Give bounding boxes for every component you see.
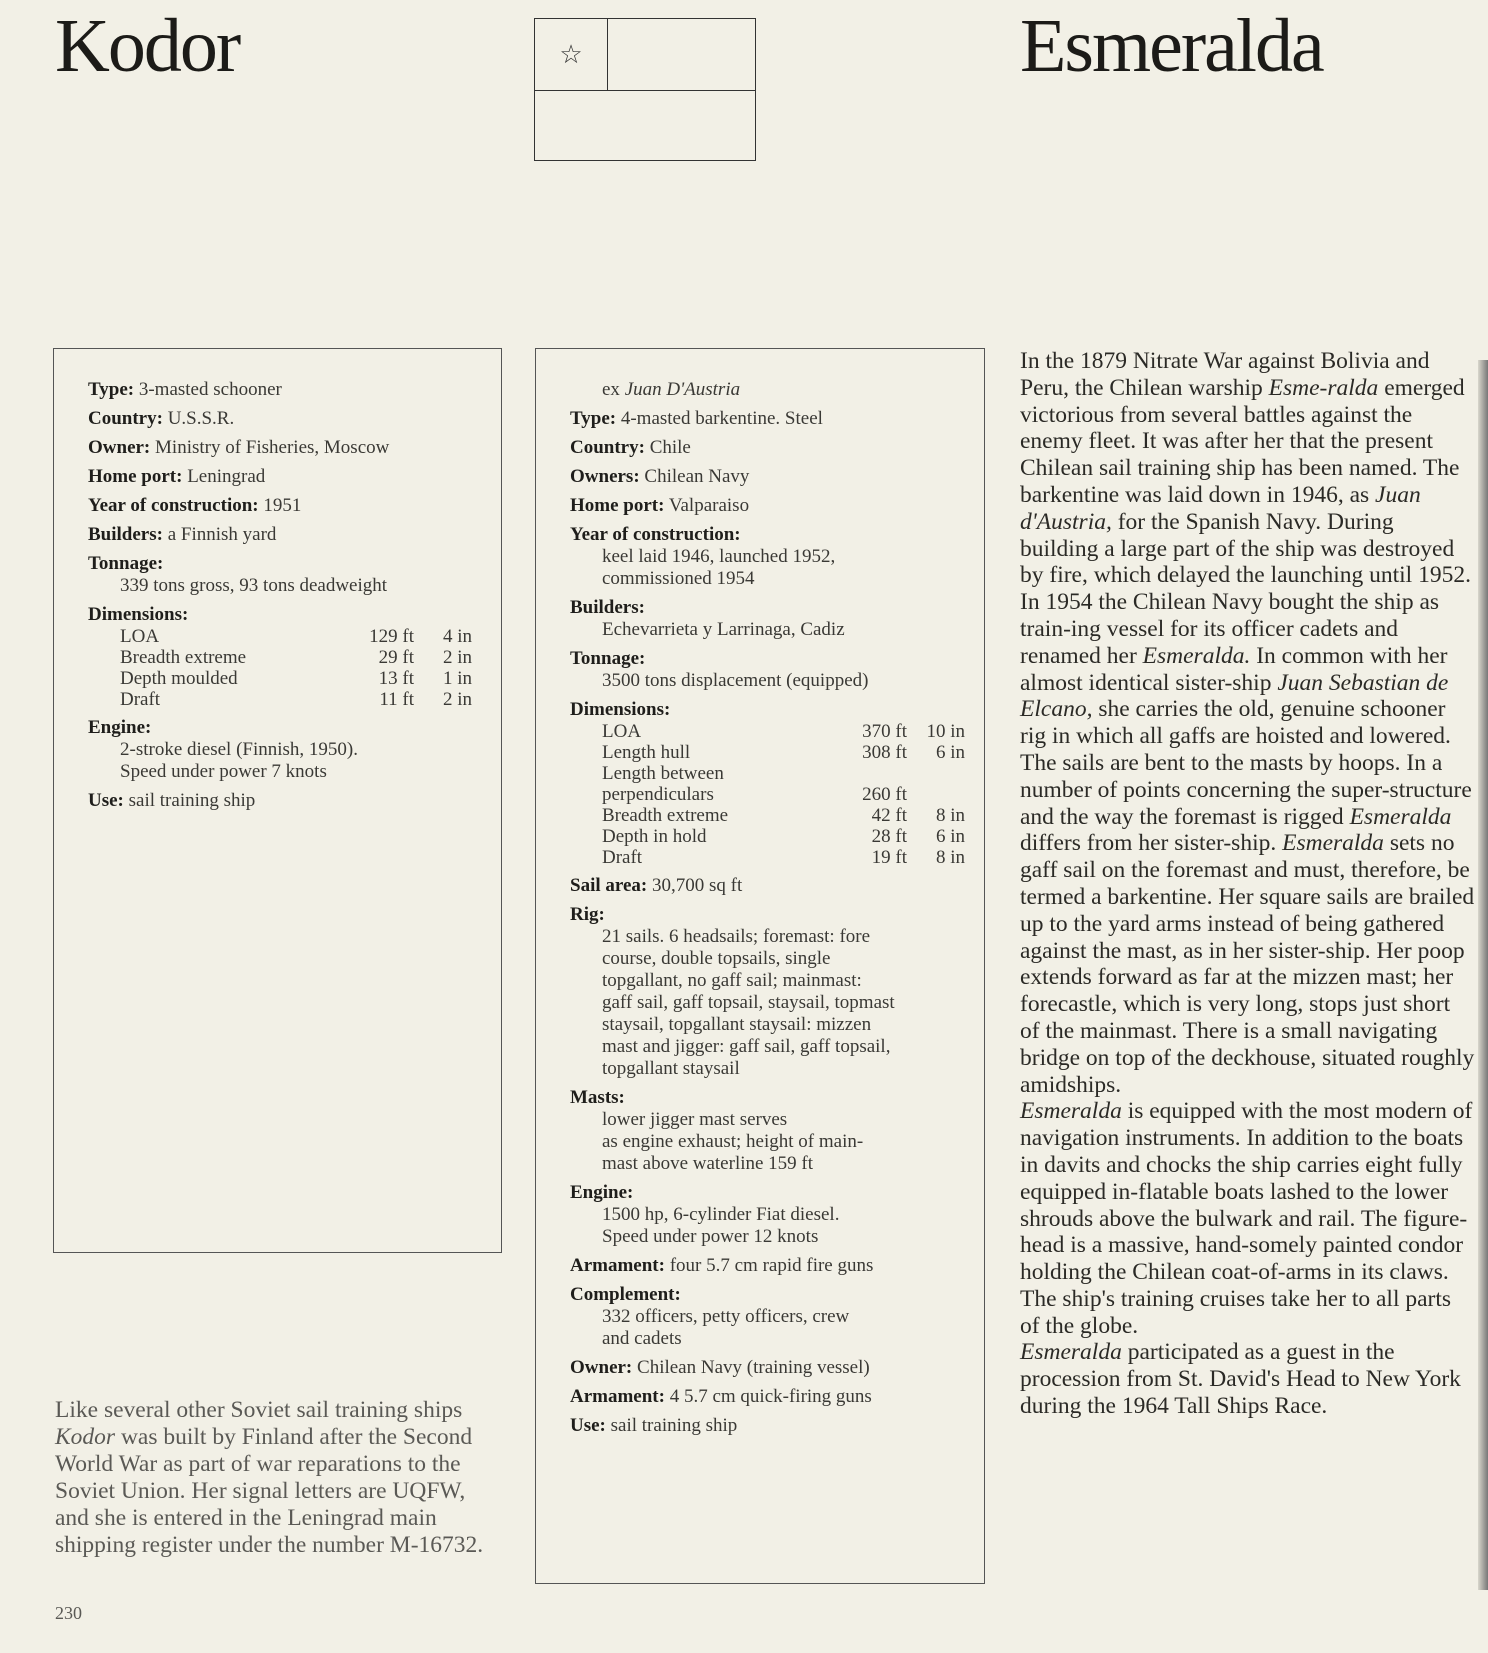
dimension-inches: 6 in bbox=[935, 826, 965, 847]
spec-label: Home port: bbox=[88, 466, 183, 487]
dimension-name: Depth moulded bbox=[120, 668, 238, 689]
rig-line: gaff sail, gaff topsail, staysail, topmast bbox=[602, 992, 895, 1013]
text-run: she carries the old, genuine schooner rig in which all gaffs are hoisted and lowered. The sails are bent to the masts by hoops. In a number of points concerning the super-structure and the way the foremast is rigged bbox=[1020, 696, 1472, 830]
ship-name: Esmeralda bbox=[1020, 1339, 1122, 1366]
dimension-inches: 2 in bbox=[442, 689, 472, 710]
spec-label: Armament: bbox=[570, 1386, 665, 1407]
spec-home-port: Valparaiso bbox=[668, 495, 750, 516]
dimension-name: LOA bbox=[602, 721, 642, 742]
spec-label: Owner: bbox=[88, 437, 151, 458]
dimension-row bbox=[570, 805, 965, 826]
spec-label: Complement: bbox=[570, 1284, 681, 1305]
dimension-row bbox=[570, 784, 965, 805]
dimension-row bbox=[570, 847, 965, 868]
rig-line: 21 sails. 6 headsails; foremast: fore bbox=[602, 926, 871, 947]
spec-label: Country: bbox=[570, 437, 645, 458]
spec-label: Dimensions: bbox=[570, 699, 671, 720]
spec-armament-2: 4 5.7 cm quick-firing guns bbox=[669, 1386, 872, 1407]
dimension-feet: 11 ft bbox=[379, 689, 414, 710]
star-icon: ☆ bbox=[535, 19, 608, 91]
chilean-flag-diagram bbox=[534, 18, 756, 161]
dimension-inches: 6 in bbox=[935, 742, 965, 763]
dimension-feet: 42 ft bbox=[871, 805, 907, 826]
spec-country: U.S.S.R. bbox=[167, 408, 235, 429]
esmeralda-description bbox=[1020, 348, 1475, 1420]
spec-label: Use: bbox=[88, 790, 124, 811]
dimension-inches: 8 in bbox=[935, 847, 965, 868]
text-run: for the Spanish Navy. During building a large part of the ship was destroyed by fire, which delayed the launching until 1952. In 1954 the Chilean Navy bought the ship as train-ing vessel for its officer cadets and renamed her bbox=[1020, 508, 1471, 669]
dimension-inches: 10 in bbox=[926, 721, 965, 742]
ship-name: Esmeralda bbox=[1020, 1098, 1122, 1125]
spec-builders: Echevarrieta y Larrinaga, Cadiz bbox=[602, 619, 845, 640]
spec-rig bbox=[570, 926, 984, 1080]
spec-label: Sail area: bbox=[570, 875, 648, 896]
spec-sail-area: 30,700 sq ft bbox=[651, 875, 743, 896]
spec-complement: 332 officers, petty officers, crew bbox=[602, 1306, 850, 1327]
dimension-name: perpendiculars bbox=[602, 784, 714, 805]
spec-use: sail training ship bbox=[610, 1415, 738, 1436]
rig-line: topgallant staysail bbox=[602, 1058, 740, 1079]
dimension-name: Breadth extreme bbox=[120, 647, 247, 668]
dimension-name: Draft bbox=[120, 689, 161, 710]
spec-label: Year of construction: bbox=[570, 524, 741, 545]
spec-complement-cont: and cadets bbox=[602, 1328, 682, 1349]
text-run: emerged victorious from several battles against the enemy fleet. It was after her that the present Chilean sail training ship has been named. The barkentine was laid down in 1946, as bbox=[1020, 374, 1465, 508]
paragraph bbox=[1020, 1098, 1475, 1339]
ex-prefix: ex bbox=[602, 379, 620, 400]
spec-label: Tonnage: bbox=[570, 648, 646, 669]
spec-armament: four 5.7 cm rapid fire guns bbox=[669, 1255, 874, 1276]
spec-label: Builders: bbox=[88, 524, 163, 545]
masts-line: as engine exhaust; height of main- bbox=[602, 1131, 864, 1152]
spec-owner: Ministry of Fisheries, Moscow bbox=[155, 437, 390, 458]
dimension-row bbox=[570, 721, 965, 742]
page-title-kodor: Kodor bbox=[55, 4, 240, 88]
rig-line: staysail, topgallant staysail: mizzen bbox=[602, 1014, 872, 1035]
dimensions-table bbox=[88, 626, 501, 710]
spec-owners: Chilean Navy bbox=[644, 466, 750, 487]
masts-line: lower jigger mast serves bbox=[602, 1109, 788, 1130]
dimension-name: LOA bbox=[120, 626, 160, 647]
text-run: is equipped with the most modern of navigation instruments. In addition to the boats in davits and chocks the ship carries eight fully equipped in-flatable boats lashed to the lower shrouds above the bulwark and rail. The figure-head is a massive, hand-somely painted condor holding the Chilean coat-of-arms in its claws. The ship's training cruises take her to all parts of the globe. bbox=[1020, 1098, 1473, 1339]
spec-owner: Chilean Navy (training vessel) bbox=[637, 1357, 870, 1378]
kodor-spec-box bbox=[53, 348, 502, 1253]
spec-year-commissioned: commissioned 1954 bbox=[602, 568, 755, 589]
spec-label: Home port: bbox=[570, 495, 665, 516]
spec-use: sail training ship bbox=[128, 790, 256, 811]
dimension-feet: 13 ft bbox=[378, 668, 414, 689]
ship-name: Kodor bbox=[55, 1424, 116, 1450]
spec-label: Owner: bbox=[570, 1357, 633, 1378]
dimension-inches bbox=[907, 763, 965, 784]
dimension-feet: 370 ft bbox=[862, 721, 907, 742]
spec-label: Engine: bbox=[88, 717, 152, 738]
spec-type: 4-masted barkentine. Steel bbox=[620, 408, 823, 429]
ex-name: Juan D'Austria bbox=[624, 379, 741, 400]
spec-masts bbox=[570, 1109, 984, 1175]
dimension-feet: 19 ft bbox=[871, 847, 907, 868]
spec-label: Type: bbox=[570, 408, 617, 429]
kodor-description bbox=[55, 1397, 485, 1559]
dimension-name: Length hull bbox=[602, 742, 691, 763]
text-run: In the 1879 Nitrate War against Bolivia and Peru, the Chilean warship bbox=[1020, 348, 1430, 401]
dimension-feet: 29 ft bbox=[378, 647, 414, 668]
dimension-inches: 1 in bbox=[442, 668, 472, 689]
spec-label: Dimensions: bbox=[88, 604, 189, 625]
dimensions-table bbox=[570, 721, 984, 868]
dimension-feet: 308 ft bbox=[862, 742, 907, 763]
spec-label: Rig: bbox=[570, 904, 605, 925]
dimension-inches: 8 in bbox=[935, 805, 965, 826]
spec-label: Builders: bbox=[570, 597, 645, 618]
spec-label: Country: bbox=[88, 408, 163, 429]
dimension-inches bbox=[907, 784, 965, 805]
spec-engine: 1500 hp, 6-cylinder Fiat diesel. bbox=[602, 1204, 840, 1225]
dimension-name: Depth in hold bbox=[602, 826, 707, 847]
dimension-name: Length between bbox=[602, 763, 724, 784]
page-edge-shadow bbox=[1478, 360, 1488, 1590]
spec-label: Masts: bbox=[570, 1087, 625, 1108]
dimension-row bbox=[570, 826, 965, 847]
spec-engine: 2-stroke diesel (Finnish, 1950). bbox=[120, 739, 359, 760]
spec-label: Armament: bbox=[570, 1255, 665, 1276]
dimension-feet: 129 ft bbox=[369, 626, 414, 647]
dimension-row bbox=[88, 647, 472, 668]
spec-label: Engine: bbox=[570, 1182, 634, 1203]
spec-label: Owners: bbox=[570, 466, 640, 487]
spec-label: Tonnage: bbox=[88, 553, 164, 574]
dimension-feet: 260 ft bbox=[862, 784, 907, 805]
text-run: sets no gaff sail on the foremast and must, therefore, be termed a barkentine. Her square sails are brailed up to the yard arms instead of being gathered against the mast, as in her sister-ship. Her poop extends forward as far at the mizzen mast; her forecastle, which is very long, stops just short of the mainmast. There is a small navigating bridge on top of the deckhouse, situated roughly amidships. bbox=[1020, 830, 1475, 1098]
text-run: participated as a guest in the procession from St. David's Head to New York during the 1964 Tall Ships Race. bbox=[1020, 1339, 1461, 1420]
ship-name: Esme-ralda bbox=[1268, 374, 1379, 401]
text-run: In common with her almost identical sister-ship bbox=[1020, 642, 1448, 696]
page-number: 230 bbox=[55, 1603, 82, 1623]
paragraph bbox=[1020, 348, 1475, 1098]
rig-line: course, double topsails, single bbox=[602, 948, 831, 969]
dimension-row bbox=[88, 668, 472, 689]
spec-label: Type: bbox=[88, 379, 135, 400]
dimension-name: Draft bbox=[602, 847, 643, 868]
dimension-row bbox=[88, 626, 472, 647]
dimension-inches: 2 in bbox=[442, 647, 472, 668]
flag-divider bbox=[535, 90, 755, 91]
spec-builders: a Finnish yard bbox=[167, 524, 277, 545]
spec-engine-speed: Speed under power 7 knots bbox=[120, 761, 327, 782]
spec-home-port: Leningrad bbox=[187, 466, 266, 487]
ship-name: Juan d'Austria, bbox=[1020, 481, 1421, 535]
dimension-inches: 4 in bbox=[442, 626, 472, 647]
spec-year: 1951 bbox=[263, 495, 302, 516]
spec-label: Year of construction: bbox=[88, 495, 259, 516]
spec-engine-speed: Speed under power 12 knots bbox=[602, 1226, 819, 1247]
ship-name: Esmeralda bbox=[1282, 830, 1384, 857]
text-run: was built by Finland after the Second World War as part of war reparations to the Soviet Union. Her signal letters are UQFW, and she is entered in the Leningrad main shipping register under the number M-16732. bbox=[55, 1424, 484, 1558]
dimension-row bbox=[88, 689, 472, 710]
spec-year: keel laid 1946, launched 1952, bbox=[602, 546, 836, 567]
ship-name: Esmeralda bbox=[1349, 803, 1452, 830]
ship-name: Juan Sebastian de Elcano, bbox=[1020, 669, 1449, 723]
ship-name: Esmeralda. bbox=[1142, 642, 1251, 669]
spec-country: Chile bbox=[649, 437, 691, 458]
text-run: differs from her sister-ship. bbox=[1020, 830, 1283, 857]
esmeralda-spec-box bbox=[535, 348, 985, 1584]
spec-label: Use: bbox=[570, 1415, 606, 1436]
spec-type: 3-masted schooner bbox=[138, 379, 282, 400]
spec-tonnage: 339 tons gross, 93 tons deadweight bbox=[120, 575, 388, 596]
rig-line: mast and jigger: gaff sail, gaff topsail, bbox=[602, 1036, 891, 1057]
page-title-esmeralda: Esmeralda bbox=[1020, 4, 1323, 88]
dimension-name: Breadth extreme bbox=[602, 805, 729, 826]
dimension-row bbox=[570, 742, 965, 763]
spec-tonnage: 3500 tons displacement (equipped) bbox=[602, 670, 869, 691]
dimension-row bbox=[570, 763, 965, 784]
paragraph bbox=[1020, 1339, 1475, 1419]
text-run: Like several other Soviet sail training ships bbox=[55, 1397, 463, 1423]
rig-line: topgallant, no gaff sail; mainmast: bbox=[602, 970, 862, 991]
dimension-feet: 28 ft bbox=[871, 826, 907, 847]
masts-line: mast above waterline 159 ft bbox=[602, 1153, 814, 1174]
dimension-feet bbox=[847, 763, 907, 784]
